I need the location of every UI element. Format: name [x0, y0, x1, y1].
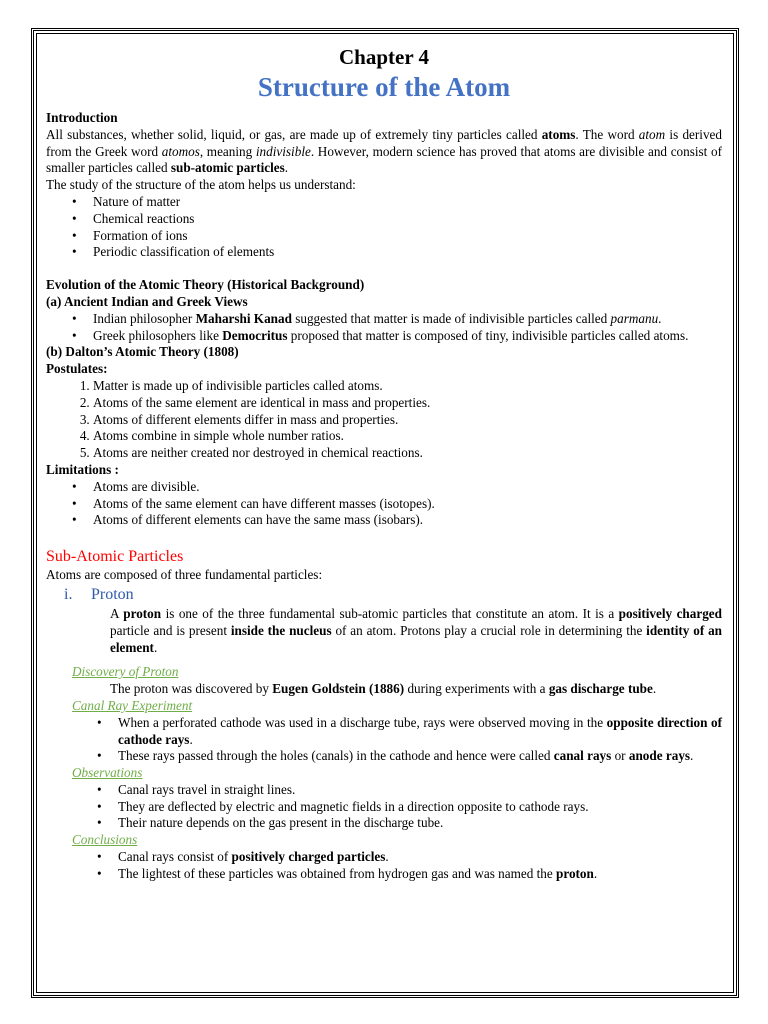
list-item: • When a perforated cathode was used in a discharge tube, rays were observed moving in the opposite direction of cathode rays. — [118, 715, 722, 749]
postulates-list — [46, 378, 722, 462]
discovery-paragraph: The proton was discovered by Eugen Goldstein (1886) during experiments with a gas discharge tube. — [110, 681, 657, 697]
evolution-heading: Evolution of the Atomic Theory (Historical Background) — [46, 277, 365, 293]
list-item: • Atoms of different elements can have the same mass (isobars). — [93, 512, 722, 529]
list-item: 4. Atoms combine in simple whole number ratios. — [93, 428, 722, 445]
list-item: • Chemical reactions — [93, 211, 722, 228]
conclusions-list — [46, 849, 722, 883]
dalton-heading: (b) Dalton’s Atomic Theory (1808) — [46, 344, 239, 360]
list-item: • Canal rays travel in straight lines. — [118, 782, 722, 799]
observations-list — [46, 782, 722, 832]
list-item: • Formation of ions — [93, 228, 722, 245]
proton-heading: i. Proton — [64, 585, 134, 603]
chapter-title: Structure of the Atom — [257, 72, 511, 102]
list-item: • Greek philosophers like Democritus proposed that matter is composed of tiny, indivisible particles called atoms. — [93, 328, 722, 345]
list-item: • They are deflected by electric and magnetic fields in a direction opposite to cathode rays. — [118, 799, 722, 816]
list-item: • Atoms of the same element can have different masses (isotopes). — [93, 496, 722, 513]
list-item: 5. Atoms are neither created nor destroyed in chemical reactions. — [93, 445, 722, 462]
subatomic-intro: Atoms are composed of three fundamental particles: — [46, 567, 323, 583]
list-item: 2. Atoms of the same element are identical in mass and properties. — [93, 395, 722, 412]
conclusions-heading: Conclusions — [72, 832, 138, 848]
intro-list — [46, 194, 722, 261]
list-item: • Indian philosopher Maharshi Kanad suggested that matter is made of indivisible particles called parmanu. — [93, 311, 722, 328]
list-item: • Their nature depends on the gas present in the discharge tube. — [118, 815, 722, 832]
list-item: • Nature of matter — [93, 194, 722, 211]
subatomic-heading: Sub-Atomic Particles — [46, 548, 184, 566]
intro-study-line: The study of the structure of the atom helps us understand: — [46, 177, 356, 193]
intro-paragraph: All substances, whether solid, liquid, or gas, are made up of extremely tiny particles called atoms. The word atom is derived from the Greek word atomos, meaning indivisible. However, modern science has proved that atoms are divisible and consist of smaller particles called sub-atomic particles. — [46, 126, 722, 176]
observations-heading: Observations — [72, 765, 143, 781]
limitations-label: Limitations : — [46, 461, 119, 477]
limitations-list — [46, 479, 722, 529]
list-item: • Periodic classification of elements — [93, 244, 722, 261]
postulates-label: Postulates: — [46, 361, 108, 377]
canal-ray-heading: Canal Ray Experiment — [72, 697, 193, 713]
list-item: • Canal rays consist of positively charged particles. — [118, 849, 722, 866]
canal-ray-list — [46, 715, 722, 765]
ancient-views-list — [46, 311, 722, 345]
list-item: • These rays passed through the holes (canals) in the cathode and hence were called canal rays or anode rays. — [118, 748, 722, 765]
ancient-views-heading: (a) Ancient Indian and Greek Views — [46, 293, 248, 309]
list-item: • The lightest of these particles was obtained from hydrogen gas and was named the proton. — [118, 866, 722, 883]
discovery-heading: Discovery of Proton — [72, 664, 179, 680]
list-item: 1. Matter is made up of indivisible particles called atoms. — [93, 378, 722, 395]
list-item: • Atoms are divisible. — [93, 479, 722, 496]
list-item: 3. Atoms of different elements differ in mass and properties. — [93, 412, 722, 429]
proton-paragraph: A proton is one of the three fundamental sub-atomic particles that constitute an atom. It is a positively charged particle and is present inside the nucleus of an atom. Protons play a crucial role in determining the identity of an element. — [110, 605, 722, 655]
intro-heading: Introduction — [46, 110, 118, 125]
document-content — [46, 44, 722, 883]
chapter-number: Chapter 4 — [338, 45, 430, 69]
